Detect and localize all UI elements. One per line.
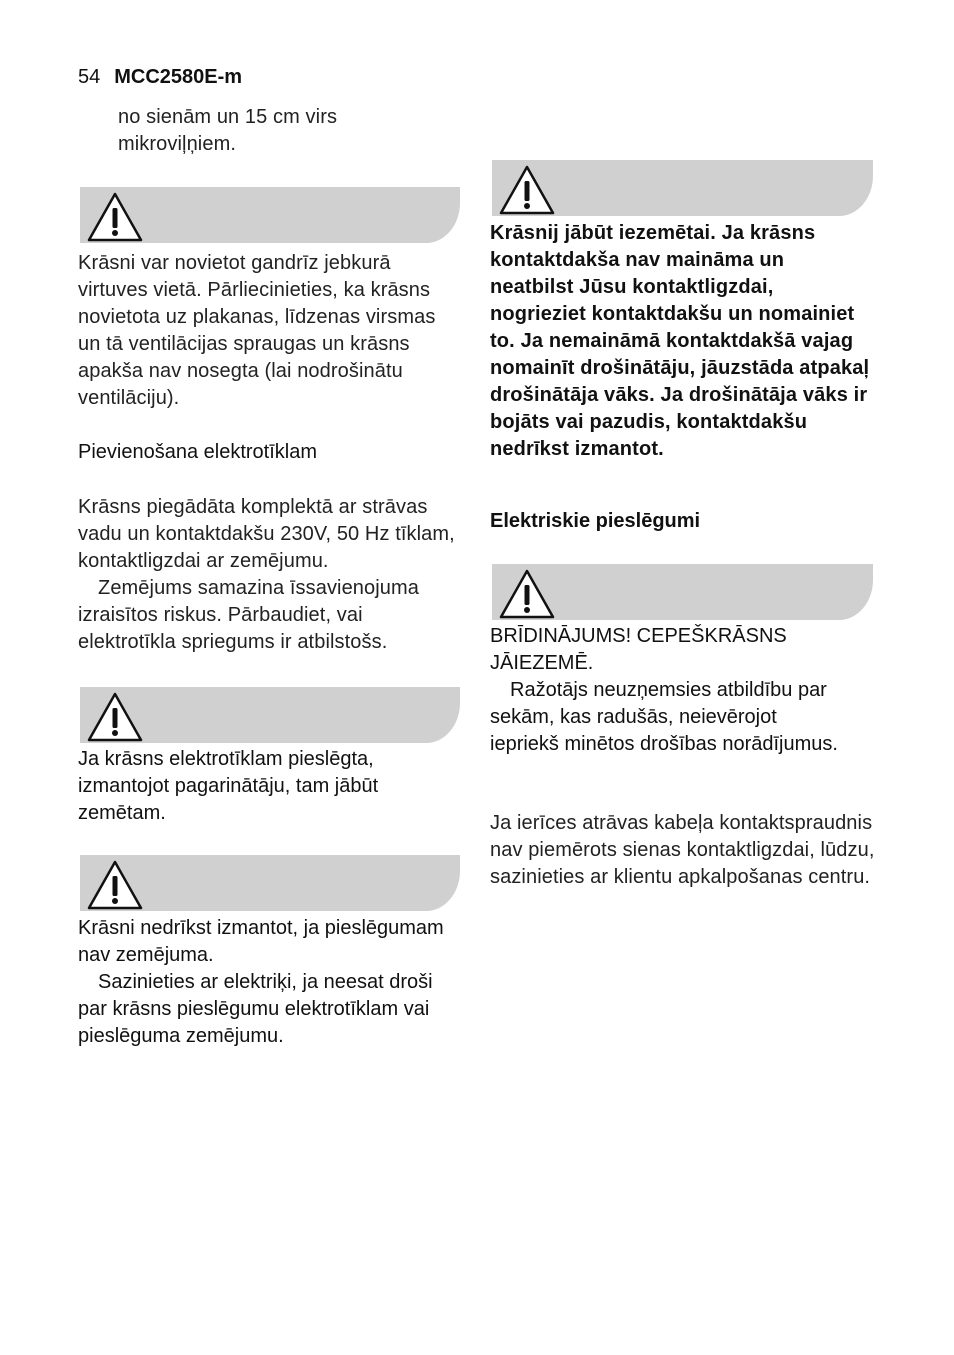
must-ground-warning [490, 623, 840, 758]
section-heading-connection: Pievienošana elektrotīklam [78, 441, 318, 463]
liability-text: Ražotājs neuzņemsies atbildību par sekām, kas radušās, neievērojot iepriekš minētos drošības norādījumus. [490, 679, 838, 755]
warning-banner-2 [80, 687, 460, 743]
intro-line-1: no sienām un 15 cm virs [118, 106, 338, 128]
model-name: MCC2580E-m [114, 66, 243, 88]
warning-banner-1 [80, 187, 460, 243]
page-header [78, 66, 242, 89]
customer-service-paragraph: Ja ierīces atrāvas kabeļa kontaktspraudnis nav piemērots sienas kontaktligzdai, lūdzu, sazinieties ar klientu apkalpošanas centru. [490, 812, 875, 888]
plug-warning-text: Krāsnij jābūt iezemētai. Ja krāsns kontaktdakša nav maināma un neatbilst Jūsu kontaktligzdai, nogrieziet kontaktdakšu un nomainiet to. Ja nemaināmā kontaktdakšā vajag nomainīt drošinātāju, jāuzstāda atpakaļ drošinātāja vāks. Ja drošinātāja vāks ir bojāts vai pazudis, kontaktdakšu nedrīkst izmantot. [490, 222, 870, 460]
warning-banner-3 [80, 855, 460, 911]
section-heading-electrical: Elektriskie pieslēgumi [490, 510, 701, 532]
warning-triangle-icon [498, 568, 556, 620]
warning-triangle-icon [86, 691, 144, 743]
warning-triangle-icon [86, 859, 144, 911]
intro-text [118, 104, 458, 158]
grounding-text: Zemējums samazina īssavienojuma izraisītos riskus. Pārbaudiet, vai elektrotīkla spriegums ir atbilstošs. [78, 577, 420, 653]
extension-warning-text: Ja krāsns elektrotīklam pieslēgta, izmantojot pagarinātāju, tam jābūt zemētam. [78, 748, 379, 824]
warning-banner-5 [492, 564, 873, 620]
intro-line-2: mikroviļņiem. [118, 133, 236, 155]
no-grounding-text: Krāsni nedrīkst izmantot, ja pieslēgumam nav zemējuma. [78, 917, 444, 966]
placement-paragraph: Krāsni var novietot gandrīz jebkurā virtuves vietā. Pārliecinieties, ka krāsns novietota uz plakanas, līdzenas virsmas un tā ventilācijas spraugas un krāsns apakša nav nosegta (lai nodrošinātu ventilāciju). [78, 252, 436, 409]
supply-paragraph [78, 494, 462, 656]
warning-triangle-icon [86, 191, 144, 243]
supply-text: Krāsns piegādāta komplektā ar strāvas vadu un kontaktdakšu 230V, 50 Hz tīklam, kontaktligzdai ar zemējumu. [78, 496, 455, 572]
contact-electrician-text: Sazinieties ar elektriķi, ja neesat droši par krāsns pieslēgumu elektrotīklam vai pieslēguma zemējumu. [78, 971, 433, 1047]
page-number: 54 [78, 66, 101, 88]
must-ground-text: BRĪDINĀJUMS! CEPEŠKRĀSNS JĀIEZEMĒ. [490, 625, 787, 674]
warning-banner-4 [492, 160, 873, 216]
grounding-warning-text [78, 915, 462, 1050]
warning-triangle-icon [498, 164, 556, 216]
